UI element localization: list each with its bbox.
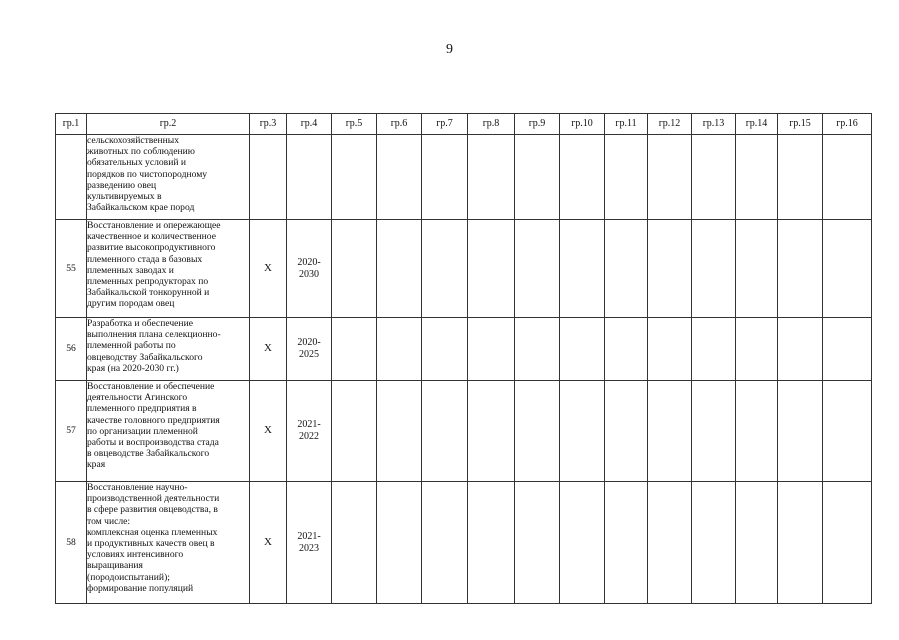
empty-cell [736, 220, 778, 318]
empty-cell [736, 482, 778, 604]
empty-cell [332, 482, 377, 604]
empty-cell [736, 135, 778, 220]
empty-cell [515, 381, 560, 482]
empty-cell [515, 135, 560, 220]
column-header: гр.11 [605, 114, 648, 135]
table-row [56, 318, 872, 381]
empty-cell [692, 482, 736, 604]
row-col3: Х [250, 381, 287, 482]
empty-cell [605, 318, 648, 381]
row-col3: Х [250, 220, 287, 318]
empty-cell [736, 381, 778, 482]
empty-cell [377, 135, 422, 220]
row-period: 2021- 2022 [287, 381, 332, 482]
empty-cell [332, 381, 377, 482]
column-header: гр.15 [778, 114, 823, 135]
row-description: Восстановление научно- производственной деятельности в сфере развития овцеводства, в том числе: комплексная оценка племенных и продуктивных качеств овец в условиях интенсивного выращивания (породоиспытаний); формирование популяций [87, 482, 250, 604]
column-header: гр.14 [736, 114, 778, 135]
empty-cell [377, 381, 422, 482]
table-row [56, 482, 872, 604]
column-header: гр.8 [468, 114, 515, 135]
column-header: гр.2 [87, 114, 250, 135]
empty-cell [422, 135, 468, 220]
empty-cell [422, 482, 468, 604]
row-description: Восстановление и обеспечение деятельности Агинского племенного предприятия в качестве головного предприятия по организации племенной работы и воспроизводства стада в овцеводстве Забайкальского края [87, 381, 250, 482]
empty-cell [468, 220, 515, 318]
row-number: 58 [56, 482, 87, 604]
empty-cell [468, 135, 515, 220]
empty-cell [560, 482, 605, 604]
empty-cell [692, 135, 736, 220]
page-number: 9 [446, 42, 453, 57]
table-row [56, 135, 872, 220]
column-header: гр.7 [422, 114, 468, 135]
empty-cell [377, 318, 422, 381]
empty-cell [778, 220, 823, 318]
empty-cell [560, 381, 605, 482]
empty-cell [736, 318, 778, 381]
empty-cell [560, 318, 605, 381]
row-description: сельскохозяйственных животных по соблюдению обязательных условий и порядков по чистопородному разведению овец культивируемых в Забайкальском крае пород [87, 135, 250, 220]
row-period: 2020- 2025 [287, 318, 332, 381]
empty-cell [515, 482, 560, 604]
empty-cell [648, 318, 692, 381]
empty-cell [823, 482, 872, 604]
row-number: 57 [56, 381, 87, 482]
data-table [55, 113, 872, 604]
empty-cell [692, 381, 736, 482]
empty-cell [605, 381, 648, 482]
column-header: гр.12 [648, 114, 692, 135]
column-header: гр.10 [560, 114, 605, 135]
empty-cell [692, 220, 736, 318]
row-number [56, 135, 87, 220]
empty-cell [468, 318, 515, 381]
empty-cell [692, 318, 736, 381]
empty-cell [648, 220, 692, 318]
empty-cell [778, 381, 823, 482]
row-description: Восстановление и опережающее качественное и количественное развитие высокопродуктивного племенного стада в базовых племенных заводах и племенных репродукторах по Забайкальской тонкорунной и другим породам овец [87, 220, 250, 318]
empty-cell [560, 220, 605, 318]
row-col3: Х [250, 318, 287, 381]
row-col3 [250, 135, 287, 220]
column-header: гр.5 [332, 114, 377, 135]
column-header: гр.13 [692, 114, 736, 135]
empty-cell [823, 381, 872, 482]
column-header: гр.6 [377, 114, 422, 135]
empty-cell [515, 220, 560, 318]
empty-cell [332, 220, 377, 318]
empty-cell [778, 135, 823, 220]
empty-cell [605, 135, 648, 220]
empty-cell [648, 482, 692, 604]
empty-cell [605, 482, 648, 604]
empty-cell [648, 135, 692, 220]
column-header: гр.4 [287, 114, 332, 135]
table-row [56, 381, 872, 482]
table-row [56, 220, 872, 318]
empty-cell [823, 318, 872, 381]
empty-cell [422, 220, 468, 318]
empty-cell [515, 318, 560, 381]
table-header-row [56, 114, 872, 135]
row-period: 2020- 2030 [287, 220, 332, 318]
row-number: 56 [56, 318, 87, 381]
column-header: гр.16 [823, 114, 872, 135]
empty-cell [422, 381, 468, 482]
row-period: 2021- 2023 [287, 482, 332, 604]
empty-cell [560, 135, 605, 220]
empty-cell [377, 220, 422, 318]
empty-cell [778, 482, 823, 604]
empty-cell [823, 220, 872, 318]
column-header: гр.9 [515, 114, 560, 135]
empty-cell [823, 135, 872, 220]
column-header: гр.1 [56, 114, 87, 135]
empty-cell [332, 135, 377, 220]
empty-cell [778, 318, 823, 381]
empty-cell [605, 220, 648, 318]
row-description: Разработка и обеспечение выполнения плана селекционно- племенной работы по овцеводству Забайкальского края (на 2020-2030 гг.) [87, 318, 250, 381]
empty-cell [377, 482, 422, 604]
empty-cell [332, 318, 377, 381]
row-col3: Х [250, 482, 287, 604]
empty-cell [468, 482, 515, 604]
empty-cell [648, 381, 692, 482]
row-period [287, 135, 332, 220]
column-header: гр.3 [250, 114, 287, 135]
empty-cell [468, 381, 515, 482]
empty-cell [422, 318, 468, 381]
row-number: 55 [56, 220, 87, 318]
